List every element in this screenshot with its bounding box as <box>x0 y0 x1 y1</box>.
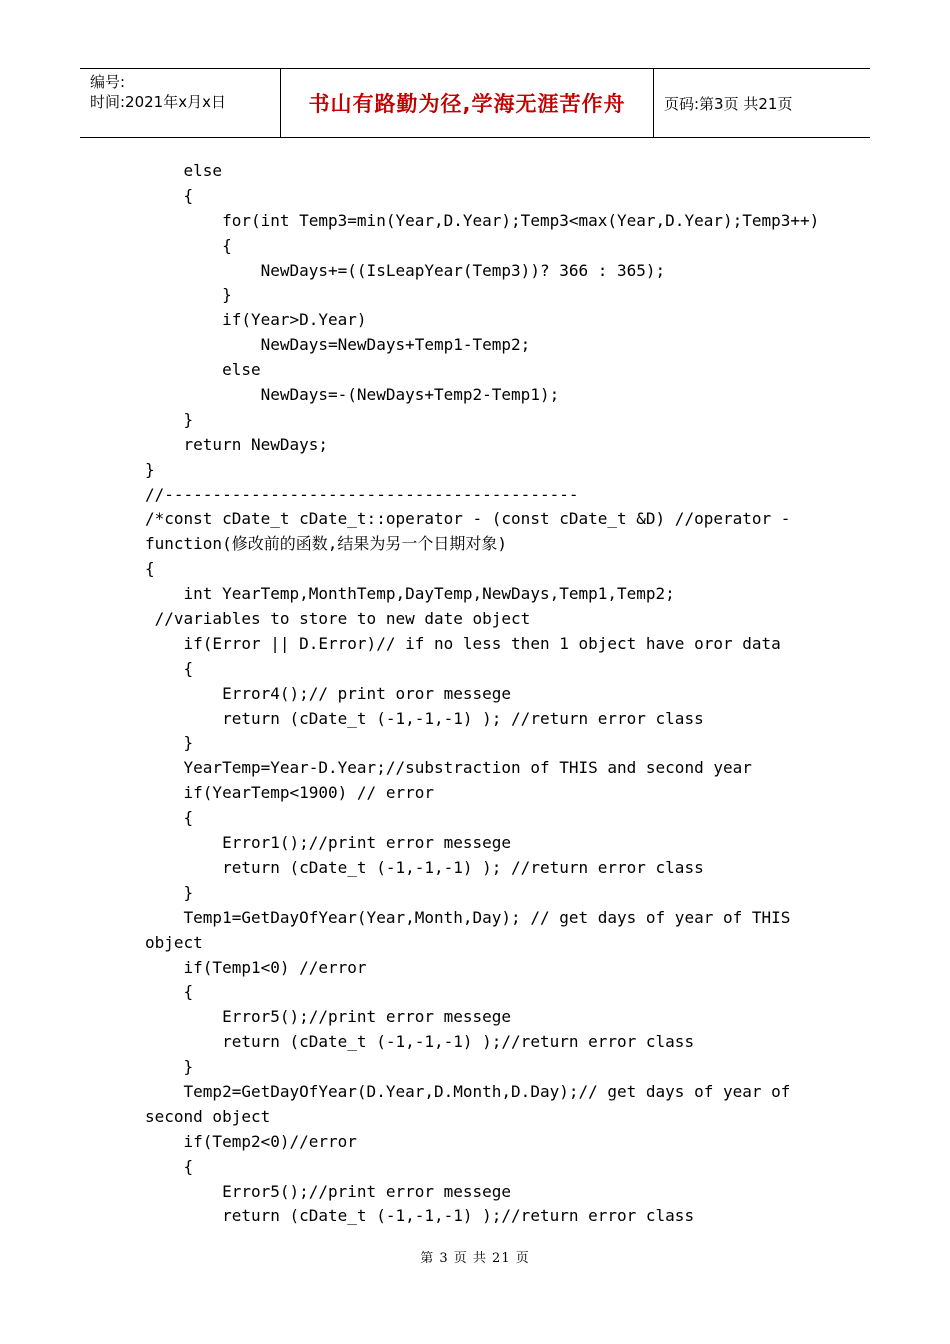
code-line: return (cDate_t (-1,-1,-1) );//return error class <box>145 1032 695 1052</box>
code-line: NewDays=NewDays+Temp1-Temp2; <box>145 335 531 355</box>
code-line: if(Temp1<0) //error <box>145 957 367 977</box>
code-block <box>145 159 820 1229</box>
code-line: /*const cDate_t cDate_t::operator - (const cDate_t &D) //operator - <box>145 509 791 529</box>
code-line: //variables to store to new date object <box>145 609 531 629</box>
code-line: function(修改前的函数,结果为另一个日期对象) <box>145 534 507 554</box>
code-line: { <box>145 559 155 579</box>
code-line: { <box>145 235 232 255</box>
code-line: return (cDate_t (-1,-1,-1) ); //return error class <box>145 857 704 877</box>
header-page-label: 页码:第3页 共21页 <box>664 94 793 113</box>
code-line: } <box>145 459 155 479</box>
code-line: { <box>145 982 194 1002</box>
code-line: object <box>145 932 203 952</box>
code-line: return (cDate_t (-1,-1,-1) );//return error class <box>145 1206 695 1226</box>
code-line: } <box>145 1057 194 1077</box>
code-line: } <box>145 733 194 753</box>
header-page-cell <box>654 69 870 137</box>
header-meta-cell <box>80 69 281 137</box>
code-line: if(Year>D.Year) <box>145 310 367 330</box>
code-line: return NewDays; <box>145 434 329 454</box>
header-motto-cell <box>281 69 654 137</box>
code-line: //------------------------------------------- <box>145 484 579 504</box>
code-line: for(int Temp3=min(Year,D.Year);Temp3<max(Year,D.Year);Temp3++) <box>145 210 820 230</box>
code-line: else <box>145 161 223 180</box>
code-line: } <box>145 882 194 902</box>
header-motto: 书山有路勤为径,学海无涯苦作舟 <box>308 92 626 116</box>
code-line: } <box>145 285 232 305</box>
code-line: if(Temp2<0)//error <box>145 1131 357 1151</box>
code-line: Temp1=GetDayOfYear(Year,Month,Day); // get days of year of THIS <box>145 907 791 927</box>
code-line: Error5();//print error messege <box>145 1007 512 1027</box>
code-line: else <box>145 360 261 380</box>
code-line: { <box>145 808 194 828</box>
page-header <box>80 68 870 138</box>
code-line: if(Error || D.Error)// if no less then 1 object have oror data <box>145 633 781 653</box>
code-line: { <box>145 658 194 678</box>
code-line: } <box>145 409 194 429</box>
code-line: Error5();//print error messege <box>145 1181 512 1201</box>
document-number-label: 编号: <box>90 73 126 91</box>
code-line: NewDays+=((IsLeapYear(Temp3))? 366 : 365); <box>145 260 666 280</box>
code-line: Temp2=GetDayOfYear(D.Year,D.Month,D.Day);// get days of year of <box>145 1081 791 1101</box>
page-footer: 第 3 页 共 21 页 <box>420 1251 530 1266</box>
document-time-label: 时间:2021年x月x日 <box>90 93 226 111</box>
code-line: YearTemp=Year-D.Year;//substraction of THIS and second year <box>145 758 752 778</box>
code-line: Error4();// print oror messege <box>145 683 512 703</box>
code-line: { <box>145 1156 194 1176</box>
code-line: { <box>145 185 194 205</box>
code-line: int YearTemp,MonthTemp,DayTemp,NewDays,Temp1,Temp2; <box>145 584 675 604</box>
code-line: return (cDate_t (-1,-1,-1) ); //return error class <box>145 708 704 728</box>
code-line: second object <box>145 1106 271 1126</box>
code-line: NewDays=-(NewDays+Temp2-Temp1); <box>145 385 560 405</box>
code-line: Error1();//print error messege <box>145 833 512 853</box>
code-line: if(YearTemp<1900) // error <box>145 783 434 803</box>
